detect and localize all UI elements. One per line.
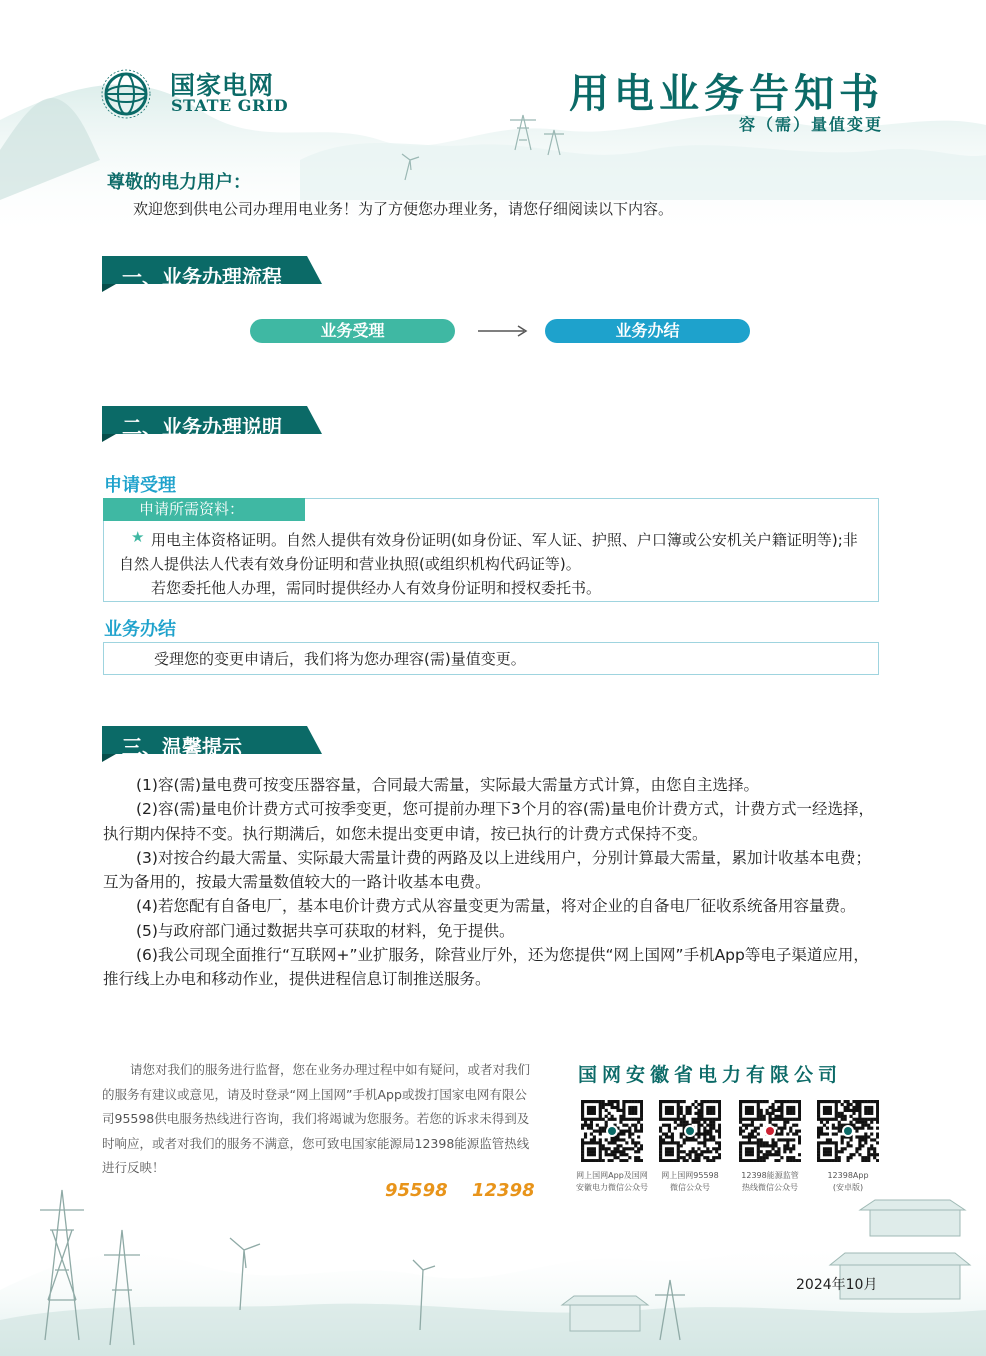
supervision-notice: 请您对我们的服务进行监督，您在业务办理过程中如有疑问，或者对我们的服务有建议或意见，请及时登录“网上国网”手机App或拨打国家电网有限公司95598供电服务热线进行咨询，我们将竭诚为您服务。若您的诉求未得到及时响应，或者对我们的服务不满意，您可致电国家能源局12398能源监管热线进行反映！ (102, 1062, 531, 1175)
section-heading-instructions (102, 406, 322, 442)
subheading-apply: 申请受理 (104, 475, 176, 496)
qr-caption: 12398App (安卓版) (827, 1171, 869, 1192)
document-title: 用电业务告知书 (569, 71, 884, 117)
tip-item: (6)我公司现全面推行“互联网+”业扩服务，除营业厅外，还为您提供“网上国网”手机App等电子渠道应用，推行线上办电和移动作业，提供进程信息订制推送服务。 (103, 946, 869, 989)
section-heading-tips (102, 726, 322, 762)
tips-list (103, 773, 883, 992)
qr-code-12398-app[interactable] (817, 1100, 879, 1162)
hotline-12398-logo: 12398 (472, 1180, 535, 1201)
completion-text: 受理您的变更申请后，我们将为您办理容(需)量值变更。 (154, 650, 526, 668)
qr-caption: 12398能源监管 热线微信公众号 (741, 1171, 799, 1192)
intro-text: 欢迎您到供电公司办理用电业务！为了方便您办理业务，请您仔细阅读以下内容。 (133, 200, 674, 218)
requirement-item-proxy: 若您委托他人办理，需同时提供经办人有效身份证明和授权委托书。 (151, 579, 602, 597)
section-heading-text: 二、业务办理说明 (122, 415, 282, 439)
section-heading-text: 一、业务办理流程 (122, 265, 282, 289)
flow-step-accept: 业务受理 (250, 319, 455, 343)
qr-caption: 网上国网App及国网 安徽电力微信公众号 (576, 1171, 648, 1192)
section-heading-process (102, 256, 322, 292)
tip-item: (5)与政府部门通过数据共享可获取的材料，免于提供。 (136, 921, 515, 940)
star-icon: ★ (131, 528, 145, 546)
tip-item: (1)容(需)量电费可按变压器容量，合同最大需量，实际最大需量方式计算，由您自主选择。 (136, 776, 760, 794)
greeting: 尊敬的电力用户： (107, 172, 251, 193)
section-heading-text: 三、温馨提示 (122, 735, 242, 759)
requirement-item-identity: 用电主体资格证明。自然人提供有效身份证明(如身份证、军人证、护照、户口簿或公安机关户籍证明等);非自然人提供法人代表有效身份证明和营业执照(或组织机构代码证等)。 (119, 531, 858, 573)
flow-step-complete: 业务办结 (545, 319, 750, 343)
tip-item: (4)若您配有自备电厂，基本电价计费方式从容量变更为需量，将对企业的自备电厂征收系统备用容量费。 (136, 897, 856, 916)
logo-text-chinese: 国家电网 (170, 71, 275, 100)
logo-text-english: STATE GRID (171, 96, 289, 115)
company-name: 国网安徽省电力有限公司 (578, 1064, 843, 1086)
document-subtitle: 容（需）量值变更 (738, 115, 883, 134)
qr-caption: 网上国网95598 微信公众号 (661, 1171, 719, 1192)
tip-item: (2)容(需)量电价计费方式可按季变更，您可提前办理下3个月的容(需)量电价计费方式，计费方式一经选择，执行期内保持不变。执行期满后，如您未提出变更申请，按已执行的计费方式保持不变。 (103, 800, 875, 843)
hotline-95598-logo: 95598 (385, 1180, 448, 1201)
tip-item: (3)对按合约最大需量、实际最大需量计费的两路及以上进线用户，分别计算最大需量，累加计收基本电费；互为备用的，按最大需量数值较大的一路计收基本电费。 (103, 848, 871, 892)
qr-code-12398-wechat[interactable] (739, 1100, 801, 1162)
qr-code-95598[interactable] (659, 1100, 721, 1162)
qr-code-wangshang-app[interactable] (581, 1100, 643, 1162)
arrow-right-icon (478, 323, 530, 339)
required-materials-tag: 申请所需资料： (103, 498, 305, 521)
subheading-complete: 业务办结 (104, 619, 176, 640)
issue-date: 2024年10月 (796, 1277, 878, 1293)
